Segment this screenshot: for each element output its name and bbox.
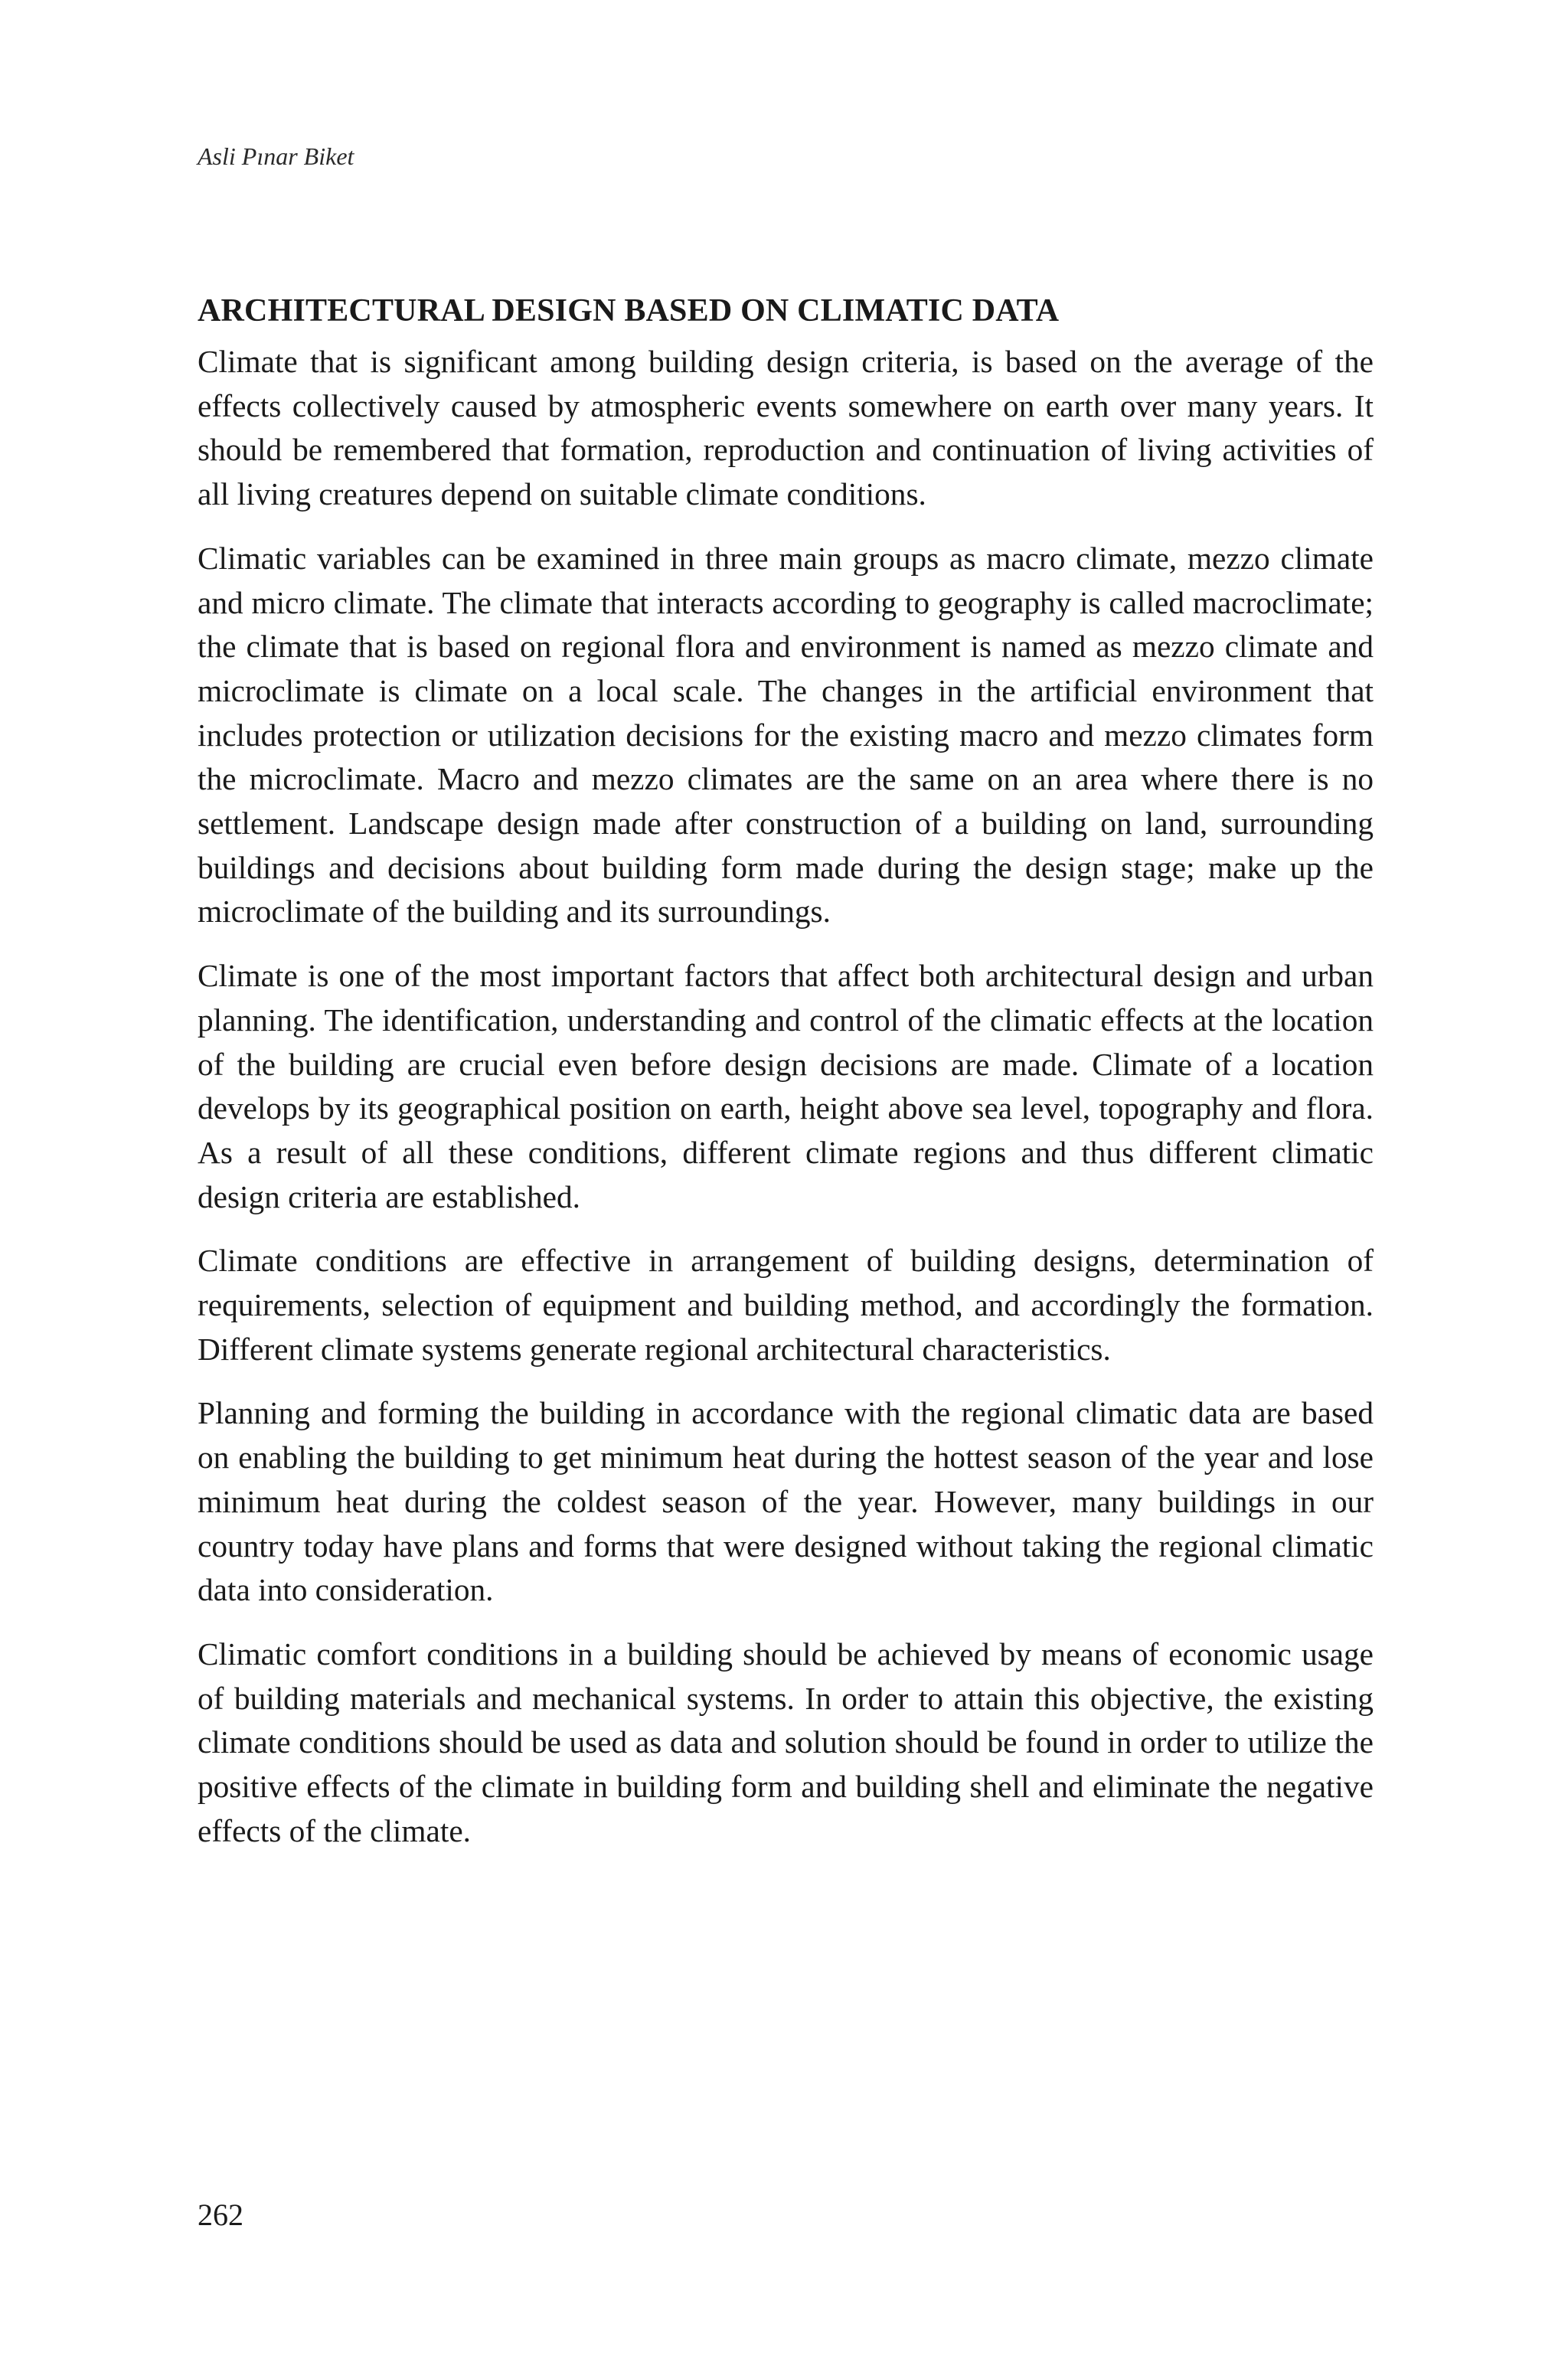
- paragraph-2: Climatic variables can be examined in three main groups as macro climate, mezzo climate and micro climate. The climate that interacts according to geography is called macroclimate; the climate that is based on regional flora and environment is named as mezzo climate and microclimate is climate on a local scale. The changes in the artificial environment that includes protection or utilization decisions for the existing macro and mezzo climates form the microclimate. Macro and mezzo climates are the same on an area where there is no settlement. Landscape design made after construction of a building on land, surrounding buildings and decisions about building form made during the design stage; make up the microclimate of the building and its surroundings.: [198, 540, 1374, 930]
- page-number: 262: [198, 2198, 243, 2232]
- paragraph-6: Climatic comfort conditions in a building should be achieved by means of economic usage of building materials and mechanical systems. In order to attain this objective, the existing climate conditions should be used as data and solution should be found in order to utilize the positive effects of the climate in building form and building shell and eliminate the negative effects of the climate.: [198, 1636, 1374, 1848]
- paragraph-5: Planning and forming the building in accordance with the regional climatic data are based on enabling the building to get minimum heat during the hottest season of the year and lose minimum heat during the coldest season of the year. However, many buildings in our country today have plans and forms that were designed without taking the regional climatic data into consideration.: [198, 1395, 1374, 1608]
- section-heading: ARCHITECTURAL DESIGN BASED ON CLIMATIC DATA: [198, 293, 1060, 328]
- paragraph-4: Climate conditions are effective in arrangement of building designs, determination of requirements, selection of equipment and building method, and accordingly the formation. Different climate systems generate regional architectural characteristics.: [198, 1243, 1374, 1367]
- running-head-author: Asli Pınar Biket: [198, 142, 354, 170]
- paragraph-1: Climate that is significant among building design criteria, is based on the average of the effects collectively caused by atmospheric events somewhere on earth over many years. It should be remembered that formation, reproduction and continuation of living activities of all living creatures depend on suitable climate conditions.: [198, 344, 1374, 512]
- paragraph-3: Climate is one of the most important factors that affect both architectural design and urban planning. The identification, understanding and control of the climatic effects at the location of the building are crucial even before design decisions are made. Climate of a location develops by its geographical position on earth, height above sea level, topography and flora. As a result of all these conditions, different climate regions and thus different climatic design criteria are established.: [198, 958, 1374, 1214]
- main-content: [198, 289, 1374, 1874]
